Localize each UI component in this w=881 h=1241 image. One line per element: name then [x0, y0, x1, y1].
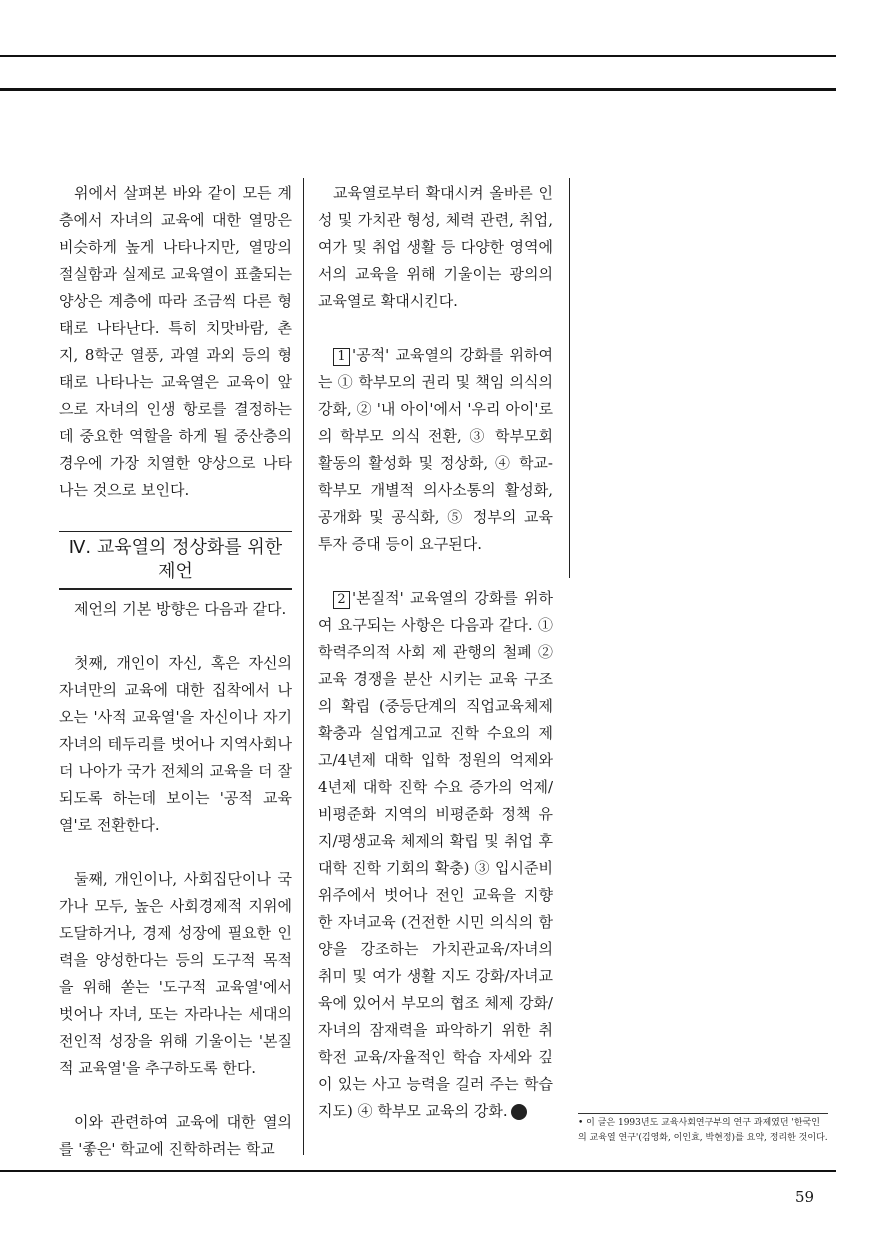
paragraph: 둘째, 개인이나, 사회집단이나 국가나 모두, 높은 사회경제적 지위에 도달하거나, 경제 성장에 필요한 인력을 양성한다는 등의 도구적 목적을 위해 쏟는 '도구적 교육열'에서 벗어나 자녀, 또는 자라나는 세대의 전인적 성장을 위해 기울이는 '본질적 교육열'을 추구하도록 한다.	[59, 870, 292, 1077]
paragraph: 이와 관련하여 교육에 대한 열의를 '좋은' 학교에 진학하려는 학교	[59, 1113, 292, 1158]
bottom-rule	[0, 1170, 836, 1172]
header-rule	[0, 88, 836, 91]
end-mark-icon	[511, 1104, 527, 1120]
column-divider	[303, 178, 304, 1155]
top-rule	[0, 55, 836, 57]
column-divider-right	[569, 178, 570, 578]
paragraph: 제언의 기본 방향은 다음과 같다.	[74, 600, 287, 618]
paragraph: 첫째, 개인이 자신, 혹은 자신의 자녀만의 교육에 대한 집착에서 나오는 '사적 교육열'을 자신이나 자기 자녀의 테두리를 벗어나 지역사회나 더 나아가 국가 전체의 교육을 더 잘 되도록 하는데 보이는 '공적 교육열'로 전환한다.	[59, 654, 292, 834]
footnote: • 이 글은 1993년도 교육사회연구부의 연구 과제였던 '한국인의 교육열 연구'(김영화, 이인효, 박현정)를 요약, 정리한 것이다.	[578, 1113, 828, 1146]
left-column	[59, 180, 292, 1163]
paragraph-text: '공적' 교육열의 강화를 위하여는 ① 학부모의 권리 및 책임 의식의 강화, ② '내 아이'에서 '우리 아이'로의 학부모 의식 전환, ③ 학부모회 활동의 활성화 및 정상화, ④ 학교-학부모 개별적 의사소통의 활성화, 공개화 및 공식화, ⑤ 정부의 교육 투자 증대 등이 요구된다.	[318, 346, 553, 553]
item-number-box: 2	[333, 591, 350, 609]
paragraph-text: '본질적' 교육열의 강화를 위하여 요구되는 사항은 다음과 같다. ① 학력주의적 사회 제 관행의 철폐 ② 교육 경쟁을 분산 시키는 교육 구조의 확립 (중등단계의 직업교육체제 확충과 실업계고교 진학 수요의 제고/4년제 대학 입학 정원의 억제와 4년제 대학 진학 수요 증가의 억제/비평준화 지역의 비평준화 정책 유지/평생교육 체제의 확립 및 취업 후 대학 진학 기회의 확충) ③ 입시준비 위주에서 벗어나 전인 교육을 지향한 자녀교육 (건전한 시민 의식의 함양을 강조하는 가치관교육/자녀의 취미 및 여가 생활 지도 강화/자녀교육에 있어서 부모의 협조 체제 강화/자녀의 잠재력을 파악하기 위한 취학전 교육/자율적인 학습 자세와 깊이 있는 사고 능력을 길러 주는 학습 지도) ④ 학부모 교육의 강화.	[318, 589, 553, 1120]
paragraph: 교육열로부터 확대시켜 올바른 인성 및 가치관 형성, 체력 관련, 취업, 여가 및 취업 생활 등 다양한 영역에서의 교육을 위해 기울이는 광의의 교육열로 확대시킨다.	[318, 184, 553, 310]
middle-column	[318, 180, 553, 1125]
page-number: 59	[795, 1188, 815, 1206]
paragraph: 위에서 살펴본 바와 같이 모든 계층에서 자녀의 교육에 대한 열망은 비슷하게 높게 나타나지만, 열망의 절실함과 실제로 교육열이 표출되는 양상은 계층에 따라 조금씩 다른 형태로 나타난다. 특히 치맛바람, 촌지, 8학군 열풍, 과열 과외 등의 형태로 나타나는 교육열은 교육이 앞으로 자녀의 인생 항로를 결정하는데 중요한 역할을 하게 될 중산층의 경우에 가장 치열한 양상으로 나타나는 것으로 보인다.	[59, 184, 292, 499]
section-heading: Ⅳ. 교육열의 정상화를 위한 제언	[59, 531, 292, 590]
paragraph-item-1	[318, 342, 553, 558]
paragraph-item-2	[318, 585, 553, 1125]
item-number-box: 1	[333, 348, 350, 366]
